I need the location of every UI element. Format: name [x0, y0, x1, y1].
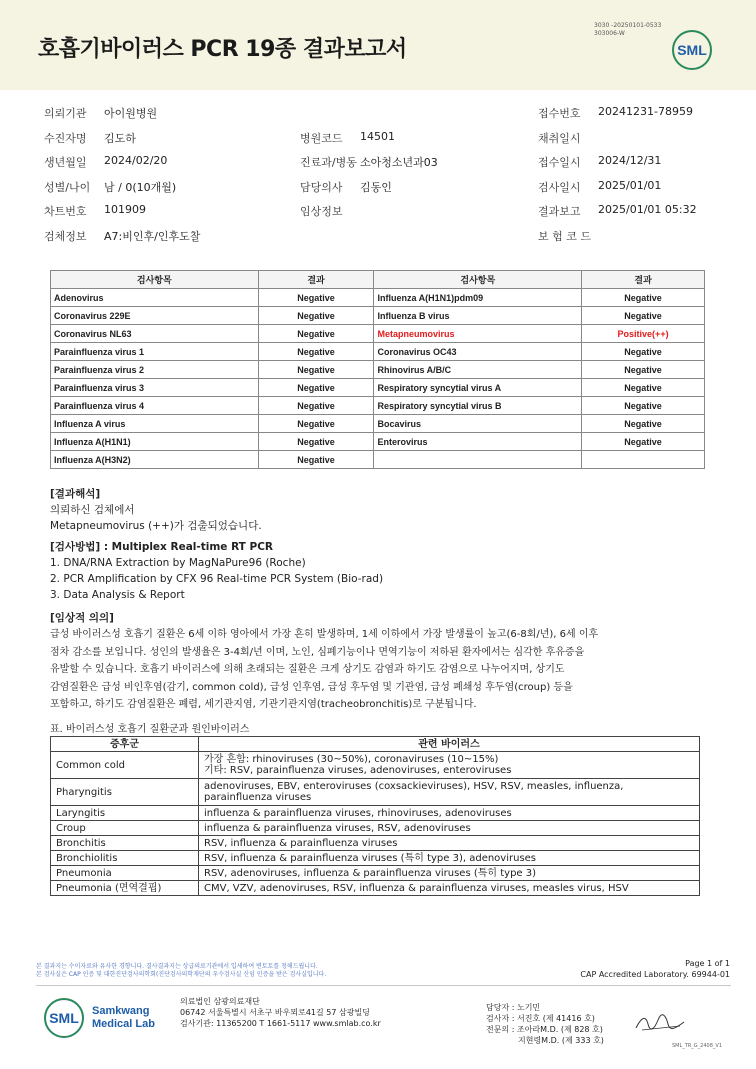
receipt-date-label: 접수일시 [538, 156, 581, 169]
virus-cell: RSV, adenoviruses, influenza & parainfluenza viruses (특히 type 3) [199, 866, 700, 881]
header-test-item: 검사항목 [51, 271, 259, 289]
results-table [50, 270, 705, 469]
test-result: Negative [258, 397, 374, 415]
virus-cell: CMV, VZV, adenoviruses, RSV, influenza & parainfluenza viruses, measles virus, HSV [199, 881, 700, 896]
table-row [51, 343, 705, 361]
staff-line: 담당자 : 노기민 [486, 1003, 541, 1012]
hospital-code-value: 14501 [360, 129, 395, 143]
patient-info-section [44, 100, 714, 247]
report-date-value: 2025/01/01 05:32 [598, 203, 697, 216]
clinical-line: 유발할 수 있습니다. 호흡기 바이러스에 의해 초래되는 질환은 크게 상기도 감염과 하기도 감염으로 나누어지며, 상기도 [50, 664, 565, 675]
clinical-paragraph [50, 626, 710, 714]
svg-text:SML: SML [49, 1010, 79, 1026]
department-value: 소아청소년과03 [360, 156, 438, 169]
form-code: SML_TR_G_2408_V1 [672, 1043, 723, 1049]
collection-date-label: 채취일시 [538, 131, 581, 145]
report-header [0, 0, 756, 90]
address-line: 06742 서울특별시 서초구 바우뫼로41길 57 삼광빌딩 [180, 1008, 370, 1017]
syndrome-cell: Pharyngitis [51, 779, 199, 806]
foundation-name: 의료법인 삼광의료재단 [180, 997, 260, 1006]
test-item: Influenza A(H1N1)pdm09 [374, 289, 582, 307]
syndrome-cell: Croup [51, 821, 199, 836]
footer-divider [36, 985, 731, 986]
test-result-positive: Positive(++) [582, 325, 705, 343]
institution-value: 아이원병원 [104, 107, 158, 120]
test-item: Coronavirus 229E [51, 307, 259, 325]
test-item: Parainfluenza virus 4 [51, 397, 259, 415]
test-result: Negative [582, 307, 705, 325]
birth-label: 생년월일 [44, 156, 87, 169]
header-test-item: 검사항목 [374, 271, 582, 289]
syndrome-cell: Bronchiolitis [51, 851, 199, 866]
virus-cell: 가장 흔함: rhinoviruses (30~50%), coronaviruses (10~15%) 기타: RSV, parainfluenza viruses, adenoviruses, enteroviruses [199, 752, 700, 779]
receipt-no-label: 접수번호 [538, 107, 581, 120]
clinical-line: 급성 바이러스성 호흡기 질환은 6세 이하 영아에서 가장 흔히 발생하며, 1세 이하에서 가장 발생률이 높고(6-8회/년), 6세 이후 [50, 629, 599, 640]
test-result: Negative [258, 325, 374, 343]
document-number: 3030 -20250101-0533 303006-W [594, 22, 662, 37]
info-row [44, 223, 714, 248]
doctor-value: 김동인 [360, 180, 392, 194]
test-result: Negative [258, 289, 374, 307]
staff-line: 검사자 : 서진호 (제 41416 호) [486, 1014, 595, 1023]
sex-age-label: 성별/나이 [44, 180, 91, 194]
institution-label: 의뢰기관 [44, 107, 87, 120]
clinical-line: 포함하고, 하기도 감염질환은 폐렴, 세기관지염, 기관기관지염(tracheobronchitis)로 구분됩니다. [50, 699, 477, 710]
signature-image [632, 1012, 688, 1034]
clinical-heading-wrap [50, 610, 114, 626]
interpretation-line: 의뢰하신 검체에서 [50, 504, 135, 516]
info-row [44, 149, 714, 174]
test-result: Negative [582, 361, 705, 379]
syndrome-cell: Common cold [51, 752, 199, 779]
header-syndrome: 증후군 [51, 737, 199, 752]
test-item: Coronavirus NL63 [51, 325, 259, 343]
method-step: 2. PCR Amplification by CFX 96 Real-time PCR System (Bio-rad) [50, 573, 384, 585]
receipt-date-value: 2024/12/31 [598, 154, 662, 167]
doctor-label: 담당의사 [300, 180, 343, 194]
company-name: Samkwang Medical Lab [92, 1005, 155, 1030]
table-row [51, 397, 705, 415]
footer-notice: 본 결과지는 수이자료와 유사한 경향니다. 결사결과지는 상급의료기관에서 입세하여 변토토를 청해드립니다. 본 검사실은 CAP 인증 및 대한진단검사의학회(진단검사의학재단의 우수검사실 신임 인증을 받은 검사실입니다. [36, 963, 327, 978]
test-date-value: 2025/01/01 [598, 178, 662, 192]
clinical-line: 감염질환은 급성 비인후염(감기, common cold), 급성 인후염, 급성 후두염 및 기관염, 급성 폐쇄성 후두염(croup) 등을 [50, 681, 573, 693]
staff-list [486, 1002, 604, 1046]
clinical-info-label: 임상정보 [300, 205, 343, 218]
test-item: Parainfluenza virus 3 [51, 379, 259, 397]
virus-cell: influenza & parainfluenza viruses, RSV, adenoviruses [199, 821, 700, 836]
contact-line: 검사기관: 11365200 T 1661-5117 www.smlab.co.kr [180, 1019, 381, 1028]
interpretation-line: Metapneumovirus (++)가 검출되었습니다. [50, 520, 262, 532]
company-address [180, 996, 381, 1029]
virus-cell: RSV, influenza & parainfluenza viruses (특히 type 3), adenoviruses [199, 851, 700, 866]
name-value: 김도하 [104, 131, 136, 145]
method-heading: [검사방법] : Multiplex Real-time RT PCR [50, 541, 273, 553]
chart-no-label: 차트번호 [44, 205, 87, 218]
info-row [44, 100, 714, 125]
syndrome-cell: Pneumonia (면역결핍) [51, 881, 199, 896]
test-result: Negative [258, 433, 374, 451]
test-item: Influenza A(H1N1) [51, 433, 259, 451]
method-step: 3. Data Analysis & Report [50, 589, 185, 601]
hospital-code-label: 병원코드 [300, 131, 343, 145]
sml-logo [672, 30, 712, 70]
test-result: Negative [582, 343, 705, 361]
clinical-heading: [임상적 의의] [50, 612, 114, 624]
name-label: 수진자명 [44, 131, 87, 145]
clinical-line: 점차 감소를 보입니다. 성인의 발생율은 3-4회/년 이며, 노인, 심폐기능이나 면역기능이 저하된 환자에서는 심각한 후유증을 [50, 646, 585, 658]
birth-value: 2024/02/20 [104, 154, 168, 167]
virus-table-caption: 표. 바이러스성 호흡기 질환군과 원인바이러스 [50, 724, 250, 735]
test-result [582, 451, 705, 469]
syndrome-cell: Pneumonia [51, 866, 199, 881]
test-item: Coronavirus OC43 [374, 343, 582, 361]
table-row [51, 866, 700, 881]
table-row [51, 806, 700, 821]
table-row [51, 851, 700, 866]
staff-line: 지현령M.D. (제 333 호) [518, 1036, 604, 1045]
method-step: 1. DNA/RNA Extraction by MagNaPure96 (Roche) [50, 557, 306, 569]
test-result: Negative [258, 343, 374, 361]
test-item: Rhinovirus A/B/C [374, 361, 582, 379]
sml-logo [44, 998, 84, 1038]
test-result: Negative [258, 361, 374, 379]
test-item [374, 451, 582, 469]
page-number: Page 1 of 1 [685, 959, 730, 968]
syndrome-cell: Bronchitis [51, 836, 199, 851]
test-item-positive: Metapneumovirus [374, 325, 582, 343]
info-row [44, 125, 714, 150]
test-result: Negative [258, 415, 374, 433]
report-date-label: 결과보고 [538, 205, 581, 218]
test-result: Negative [582, 379, 705, 397]
virus-cell: RSV, influenza & parainfluenza viruses [199, 836, 700, 851]
test-item: Adenovirus [51, 289, 259, 307]
results-header-row [51, 271, 705, 289]
test-result: Negative [258, 307, 374, 325]
interpretation-section [50, 486, 262, 534]
table-row [51, 433, 705, 451]
table-row [51, 379, 705, 397]
report-title: 호흡기바이러스 PCR 19종 결과보고서 [38, 37, 407, 62]
receipt-no-value: 20241231-78959 [598, 105, 693, 118]
sex-age-value: 남 / 0(10개월) [104, 180, 177, 194]
test-result: Negative [582, 415, 705, 433]
syndrome-cell: Laryngitis [51, 806, 199, 821]
test-result: Negative [582, 433, 705, 451]
test-item: Parainfluenza virus 1 [51, 343, 259, 361]
interpretation-heading: [결과해석] [50, 488, 101, 500]
virus-cell: adenoviruses, EBV, enteroviruses (coxsackieviruses), HSV, RSV, measles, influenza, parainfluenza viruses [199, 779, 700, 806]
table-row [51, 289, 705, 307]
virus-header-row [51, 737, 700, 752]
test-item: Influenza A virus [51, 415, 259, 433]
test-item: Parainfluenza virus 2 [51, 361, 259, 379]
header-related-virus: 관련 바이러스 [199, 737, 700, 752]
page-info [580, 958, 730, 980]
table-row [51, 836, 700, 851]
test-item: Enterovirus [374, 433, 582, 451]
table-row [51, 752, 700, 779]
info-row [44, 174, 714, 199]
staff-line: 전문의 : 조아라M.D. (제 828 호) [486, 1025, 603, 1034]
table-row [51, 325, 705, 343]
table-row [51, 451, 705, 469]
insurance-code-label: 보 험 코 드 [538, 229, 591, 243]
header-result: 결과 [582, 271, 705, 289]
table-row [51, 779, 700, 806]
info-row [44, 198, 714, 223]
table-row [51, 881, 700, 896]
test-item: Respiratory syncytial virus A [374, 379, 582, 397]
table-row [51, 821, 700, 836]
specimen-value: A7:비인후/인후도찰 [104, 229, 201, 243]
svg-text:SML: SML [677, 42, 707, 58]
test-result: Negative [258, 451, 374, 469]
virus-table [50, 736, 700, 896]
test-item: Influenza B virus [374, 307, 582, 325]
method-section [50, 539, 383, 603]
test-item: Respiratory syncytial virus B [374, 397, 582, 415]
table-row [51, 307, 705, 325]
department-label: 진료과/병동 [300, 156, 357, 169]
test-result: Negative [582, 397, 705, 415]
test-item: Influenza A(H3N2) [51, 451, 259, 469]
table-row [51, 361, 705, 379]
header-result: 결과 [258, 271, 374, 289]
cap-accreditation: CAP Accredited Laboratory. 69944-01 [580, 970, 730, 979]
test-result: Negative [258, 379, 374, 397]
test-item: Bocavirus [374, 415, 582, 433]
specimen-label: 검체정보 [44, 229, 87, 243]
test-result: Negative [582, 289, 705, 307]
chart-no-value: 101909 [104, 203, 146, 216]
test-date-label: 검사일시 [538, 180, 581, 194]
virus-cell: influenza & parainfluenza viruses, rhinoviruses, adenoviruses [199, 806, 700, 821]
table-row [51, 415, 705, 433]
